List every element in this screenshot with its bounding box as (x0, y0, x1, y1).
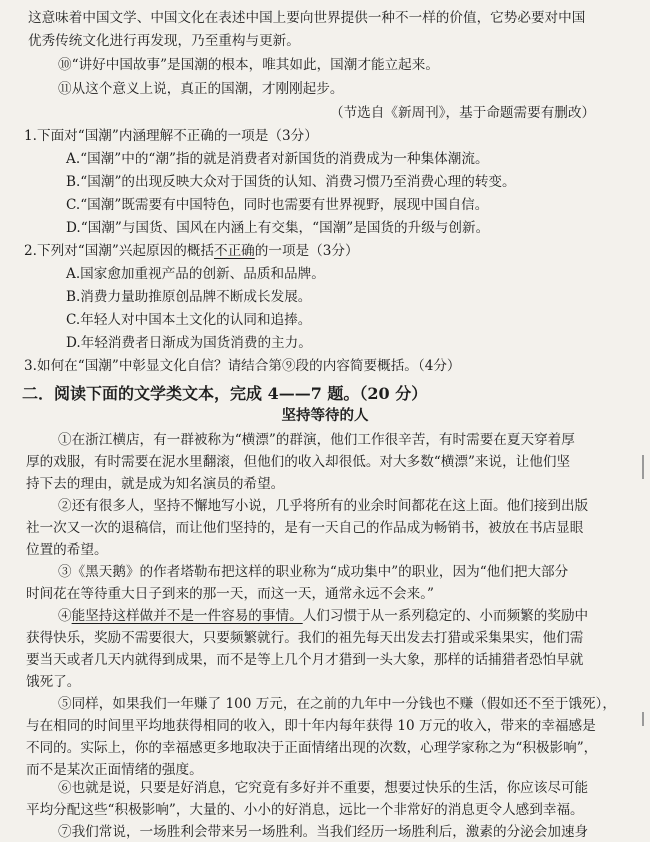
story-paragraph-1: ①在浙江横店，有一群被称为“横漂”的群演，他们工作很辛苦，有时需要在夏天穿着厚 (58, 432, 575, 448)
source-note: （节选自《新周刊》，基于命题需要有删改） (330, 105, 596, 121)
question-2-stem (24, 241, 650, 261)
question-2-stem-tail: 的一项是（3分） (254, 243, 359, 259)
passage-line: 这意味着中国文学、中国文化在表述中国上要向世界提供一种不一样的价值，它势必要对中国 (28, 10, 586, 26)
story-paragraph-3-cont: 时间花在等待重大日子到来的那一天，而这一天，通常永远不会来。” (26, 586, 434, 602)
question-2-option-b: B.消费力量助推原创品牌不断成长发展。 (66, 289, 312, 305)
story-paragraph-4 (58, 606, 650, 626)
paragraph-4-text: 人们习惯于从一系列稳定的、小而频繁的奖励中 (302, 608, 589, 624)
story-paragraph-1-cont: 厚的戏服，有时需要在泥水里翻滚，但他们的收入却很低。对大多数“横漂”来说，让他们坚 (26, 454, 571, 470)
question-3-stem: 3.如何在“国潮”中彰显文化自信？请结合第⑨段的内容简要概括。（4分） (24, 358, 461, 374)
question-2-option-d: D.年轻消费者日渐成为国货消费的主力。 (66, 335, 312, 351)
story-paragraph-6-cont: 平均分配这些“积极影响”，大量的、小小的好消息，远比一个非常好的消息更令人感到幸福。 (26, 802, 584, 818)
section-heading: 二．阅读下面的文学类文本，完成 4——7 题。（20 分） (22, 384, 428, 403)
story-paragraph-7: ⑦我们常说，一场胜利会带来另一场胜利。当我们经历一场胜利后，激素的分泌会加速身 (58, 824, 589, 840)
story-paragraph-2-cont: 位置的希望。 (26, 542, 108, 558)
story-paragraph-3: ③《黑天鹅》的作者塔勒布把这样的职业称为“成功集中”的职业，因为“他们把大部分 (58, 564, 569, 580)
question-2-option-a: A.国家愈加重视产品的创新、品质和品牌。 (66, 266, 325, 282)
paragraph-11: ⑪从这个意义上说，真正的国潮，才刚刚起步。 (58, 81, 344, 97)
scan-margin-mark (642, 455, 644, 479)
paragraph-4-number: ④ (58, 608, 72, 624)
story-paragraph-4-cont: 获得快乐，奖励不需要很大，只要频繁就行。我们的祖先每天出发去打猎或采集果实，他们需 (26, 630, 584, 646)
passage-line: 优秀传统文化进行再发现，乃至重构与更新。 (28, 33, 300, 49)
story-paragraph-5-cont: 不同的。实际上，你的幸福感更多地取决于正面情绪出现的次数，心理学家称之为“积极影响”， (26, 740, 598, 756)
story-paragraph-1-cont: 持下去的理由，就是成为知名演员的希望。 (26, 476, 285, 492)
question-1-stem: 1.下面对“国潮”内涵理解不正确的一项是（3分） (24, 128, 318, 144)
story-paragraph-4-cont: 要当天或者几天内就得到成果，而不是等上几个月才猎到一头大象，那样的话捕猎者恐怕早就 (26, 652, 584, 668)
question-2-emphasis: 不正确 (214, 243, 255, 259)
story-paragraph-5-cont: 与在相同的时间里平均地获得相同的收入，即十年内每年获得 10 万元的收入，带来的幸福感是 (26, 718, 596, 734)
question-1-option-c: C.“国潮”既需要有中国特色，同时也需要有世界视野，展现中国自信。 (66, 197, 489, 213)
paragraph-10: ⑩“讲好中国故事”是国潮的根本，唯其如此，国潮才能立起来。 (58, 57, 439, 73)
story-title: 坚持等待的人 (281, 407, 369, 424)
story-paragraph-4-cont: 饿死了。 (26, 674, 81, 690)
story-paragraph-5: ⑤同样，如果我们一年赚了 100 万元，在之前的九年中一分钱也不赚（假如还不至于饿死）， (58, 696, 616, 712)
question-1-option-b: B.“国潮”的出现反映大众对于国货的认知、消费习惯乃至消费心理的转变。 (66, 174, 516, 190)
underlined-sentence: 能坚持这样做并不是一件容易的事情。 (71, 608, 303, 624)
story-paragraph-2: ②还有很多人，坚持不懈地写小说，几乎将所有的业余时间都花在这上面。他们接到出版 (58, 498, 589, 514)
question-1-option-d: D.“国潮”与国货、国风在内涵上有交集，“国潮”是国货的升级与创新。 (66, 220, 490, 236)
question-1-option-a: A.“国潮”中的“潮”指的就是消费者对新国货的消费成为一种集体潮流。 (66, 151, 489, 167)
story-paragraph-6: ⑥也就是说，只要是好消息，它究竟有多好并不重要，想要过快乐的生活，你应该尽可能 (58, 780, 589, 796)
question-2-stem-text: 2.下列对“国潮”兴起原因的概括 (24, 243, 214, 259)
question-2-option-c: C.年轻人对中国本土文化的认同和追捧。 (66, 312, 312, 328)
scan-margin-mark (642, 712, 644, 726)
story-paragraph-5-cont: 而不是某次正面情绪的强度。 (26, 762, 203, 778)
story-paragraph-2-cont: 社一次又一次的退稿信，而让他们坚持的，是有一天自己的作品成为畅销书，被放在书店显眼 (26, 520, 584, 536)
